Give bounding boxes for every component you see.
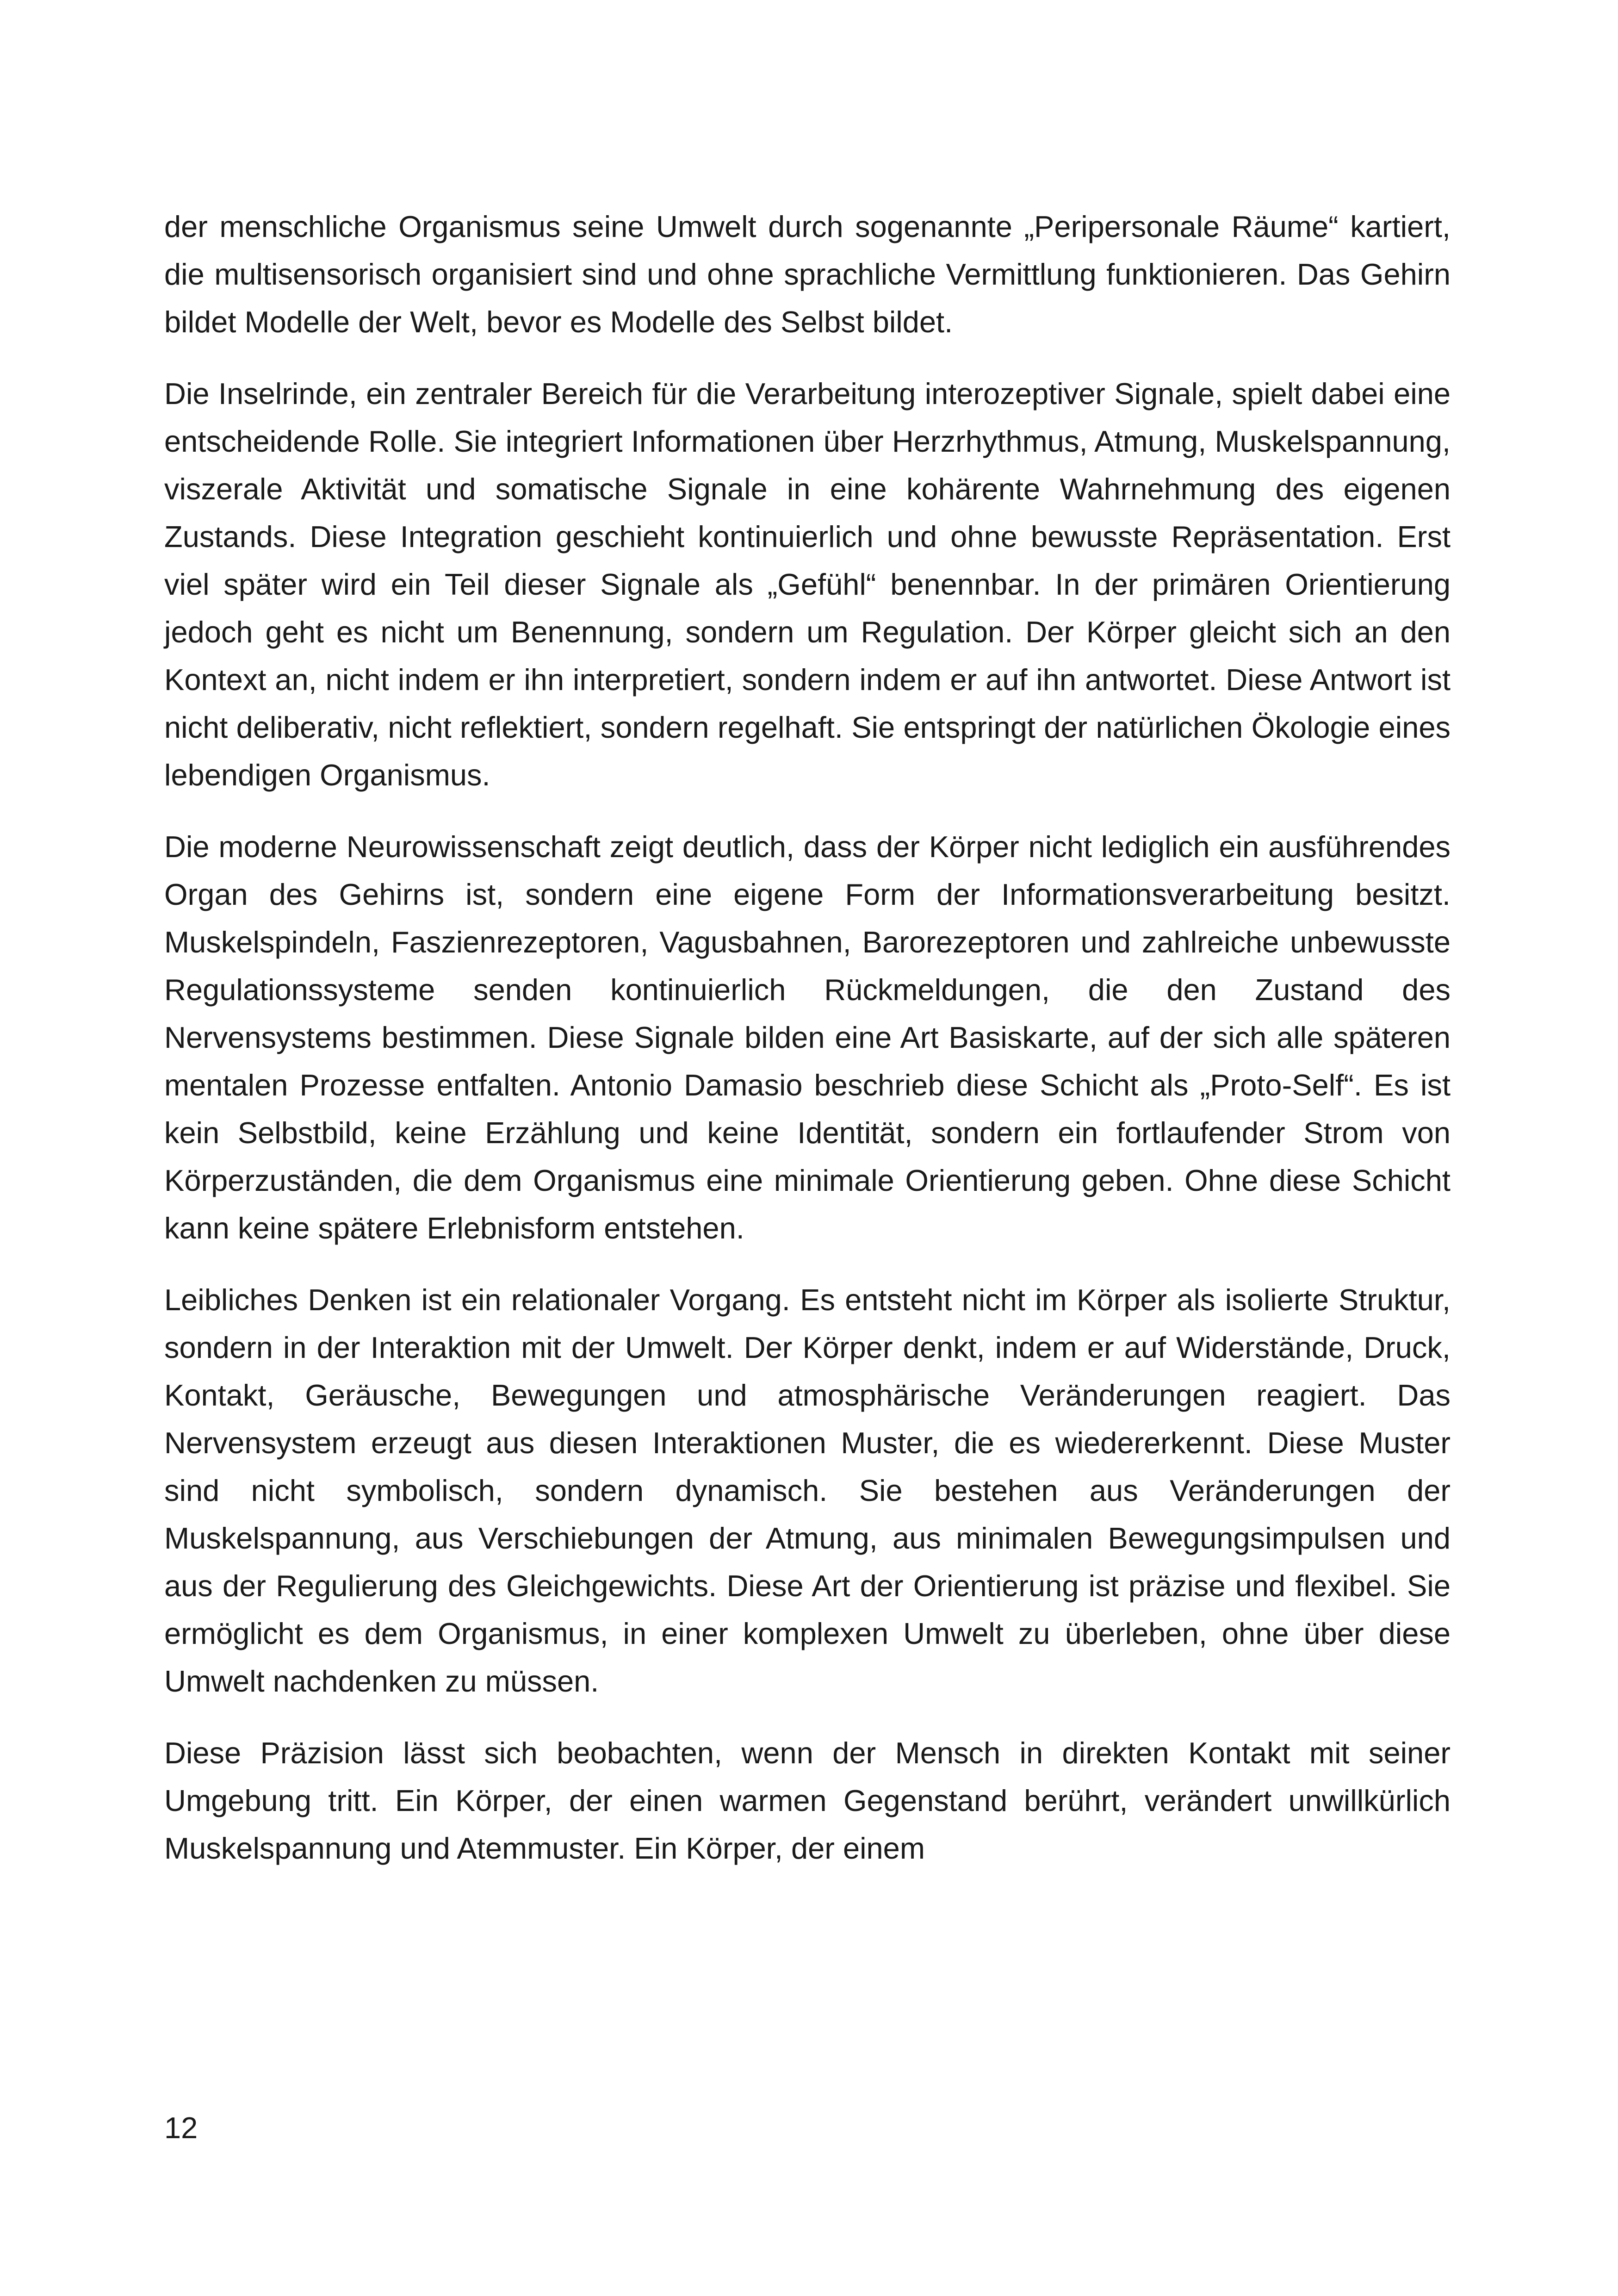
page-number: 12 [164,2111,198,2145]
paragraph: Die moderne Neurowissenschaft zeigt deutlich, dass der Körper nicht lediglich ein ausführendes Organ des Gehirns ist, sondern eine eigene Form der Informationsverarbeitung besitzt. Muskelspindeln, Faszienrezeptoren, Vagusbahnen, Barorezeptoren und zahlreiche unbewusste Regulationssysteme senden kontinuierlich Rückmeldungen, die den Zustand des Nervensystems bestimmen. Diese Signale bilden eine Art Basiskarte, auf der sich alle späteren mentalen Prozesse entfalten. Antonio Damasio beschrieb diese Schicht als „Proto-Self“. Es ist kein Selbstbild, keine Erzählung und keine Identität, sondern ein fortlaufender Strom von Körperzuständen, die dem Organismus eine minimale Orientierung geben. Ohne diese Schicht kann keine spätere Erlebnisform entstehen. [164,830,1451,1245]
paragraph: Leibliches Denken ist ein relationaler Vorgang. Es entsteht nicht im Körper als isolierte Struktur, sondern in der Interaktion mit der Umwelt. Der Körper denkt, indem er auf Widerstände, Druck, Kontakt, Geräusche, Bewegungen und atmosphärische Veränderungen reagiert. Das Nervensystem erzeugt aus diesen Interaktionen Muster, die es wiedererkennt. Diese Muster sind nicht symbolisch, sondern dynamisch. Sie bestehen aus Veränderungen der Muskelspannung, aus Verschiebungen der Atmung, aus minimalen Bewegungsimpulsen und aus der Regulierung des Gleichgewichts. Diese Art der Orientierung ist präzise und flexibel. Sie ermöglicht es dem Organismus, in einer komplexen Umwelt zu überleben, ohne über diese Umwelt nachdenken zu müssen. [164,1283,1451,1698]
page-body [164,203,1451,1896]
paragraph: der menschliche Organismus seine Umwelt durch sogenannte „Peripersonale Räume“ kartiert, die multisensorisch organisiert sind und ohne sprachliche Vermittlung funktionieren. Das Gehirn bildet Modelle der Welt, bevor es Modelle des Selbst bildet. [164,210,1451,339]
paragraph: Die Inselrinde, ein zentraler Bereich für die Verarbeitung interozeptiver Signale, spielt dabei eine entscheidende Rolle. Sie integriert Informationen über Herzrhythmus, Atmung, Muskelspannung, viszerale Aktivität und somatische Signale in eine kohärente Wahrnehmung des eigenen Zustands. Diese Integration geschieht kontinuierlich und ohne bewusste Repräsentation. Erst viel später wird ein Teil dieser Signale als „Gefühl“ benennbar. In der primären Orientierung jedoch geht es nicht um Benennung, sondern um Regulation. Der Körper gleicht sich an den Kontext an, nicht indem er ihn interpretiert, sondern indem er auf ihn antwortet. Diese Antwort ist nicht deliberativ, nicht reflektiert, sondern regelhaft. Sie entspringt der natürlichen Ökologie eines lebendigen Organismus. [164,377,1451,792]
paragraph: Diese Präzision lässt sich beobachten, wenn der Mensch in direkten Kontakt mit seiner Umgebung tritt. Ein Körper, der einen warmen Gegenstand berührt, verändert unwillkürlich Muskelspannung und Atemmuster. Ein Körper, der einem [164,1736,1451,1865]
